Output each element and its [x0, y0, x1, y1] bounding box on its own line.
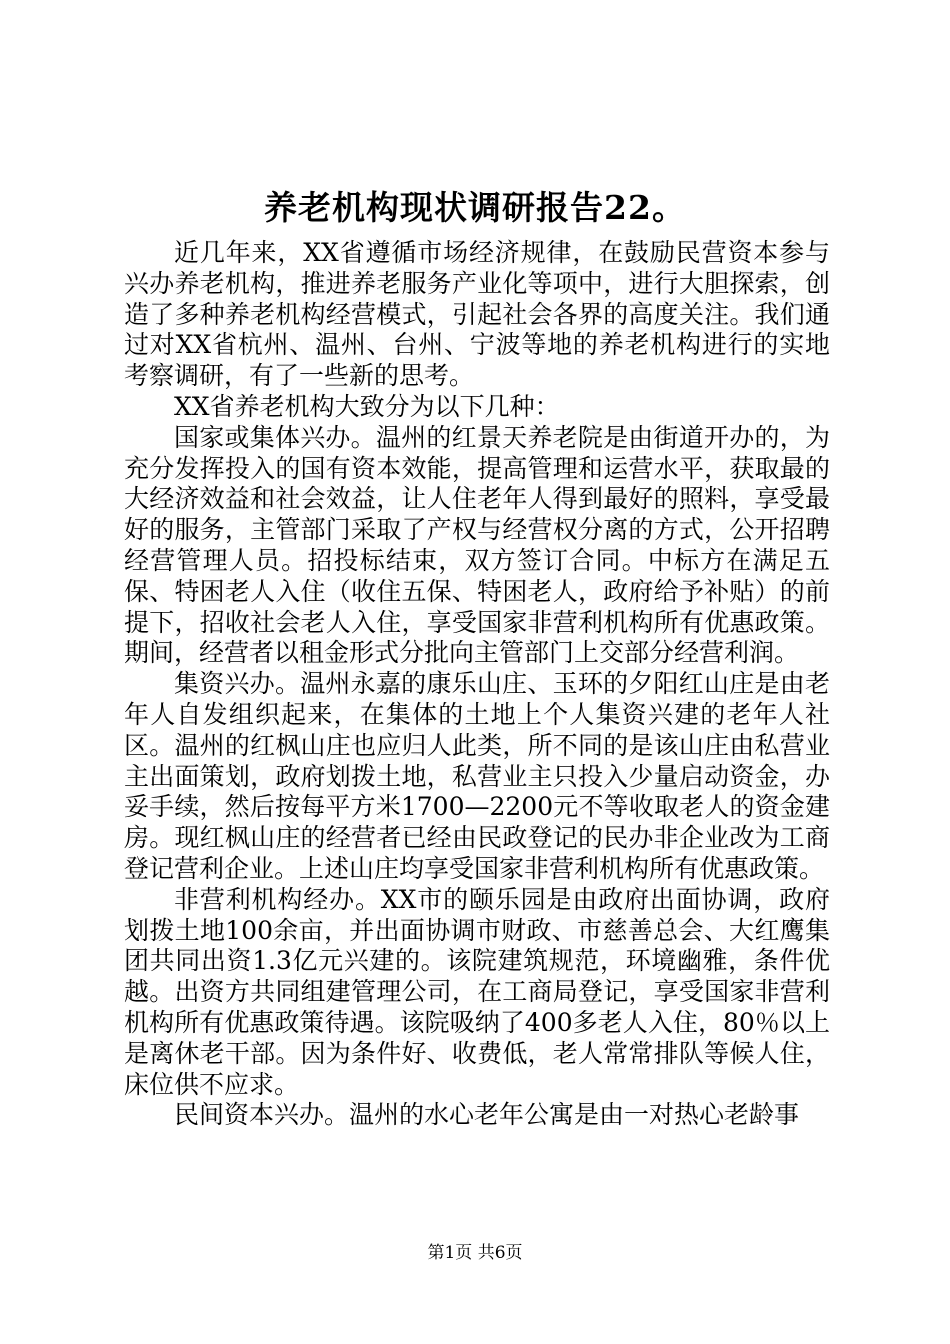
paragraph-state-collective: 国家或集体兴办。温州的红景天养老院是由街道开办的，为充分发挥投入的国有资本效能，提高管理和运营水平，获取最的大经济效益和社会效益，让人住老年人得到最好的照料，享受最好的服务，主管部门采取了产权与经营权分离的方式，公开招聘经营管理人员。招投标结束，双方签订合同。中标方在满足五保、特困老人入住（收住五保、特困老人，政府给予补贴）的前提下，招收社会老人入住，享受国家非营利机构所有优惠政策。期间，经营者以租金形式分批向主管部门上交部分经营利润。 — [124, 422, 830, 668]
document-body — [124, 238, 830, 1131]
paragraph-fundraising: 集资兴办。温州永嘉的康乐山庄、玉环的夕阳红山庄是由老年人自发组织起来，在集体的土地上个人集资兴建的老年人社区。温州的红枫山庄也应归人此类，所不同的是该山庄由私营业主出面策划，政府划拨土地，私营业主只投入少量启动资金，办妥手续，然后按每平方米1700—2200元不等收取老人的资金建房。现红枫山庄的经营者已经由民政登记的民办非企业改为工商登记营利企业。上述山庄均享受国家非营利机构所有优惠政策。 — [124, 669, 830, 883]
paragraph-categories: XX省养老机构大致分为以下几种： — [174, 391, 560, 421]
paragraph-nonprofit: 非营利机构经办。XX市的颐乐园是由政府出面协调，政府划拨土地100余亩，并出面协调市财政、市慈善总会、大红鹰集团共同出资1.3亿元兴建的。该院建筑规范，环境幽雅，条件优越。出资方共同组建管理公司，在工商局登记，享受国家非营利机构所有优惠政策待遇。该院吸纳了400多老人入住，80％以上是离休老干部。因为条件好、收费低，老人常常排队等候人住，床位供不应求。 — [124, 884, 830, 1099]
page-footer: 第1页 共6页 — [427, 1243, 523, 1263]
paragraph-private-capital: 民间资本兴办。温州的水心老年公寓是由一对热心老龄事 — [174, 1100, 800, 1130]
paragraph-intro: 近几年来，XX省遵循市场经济规律，在鼓励民营资本参与兴办养老机构，推进养老服务产业化等项中，进行大胆探索，创造了多种养老机构经营模式，引起社会各界的高度关注。我们通过对XX省杭州、温州、台州、宁波等地的养老机构进行的实地考察调研，有了一些新的思考。 — [124, 238, 830, 391]
document-title: 养老机构现状调研报告22。 — [264, 188, 686, 227]
